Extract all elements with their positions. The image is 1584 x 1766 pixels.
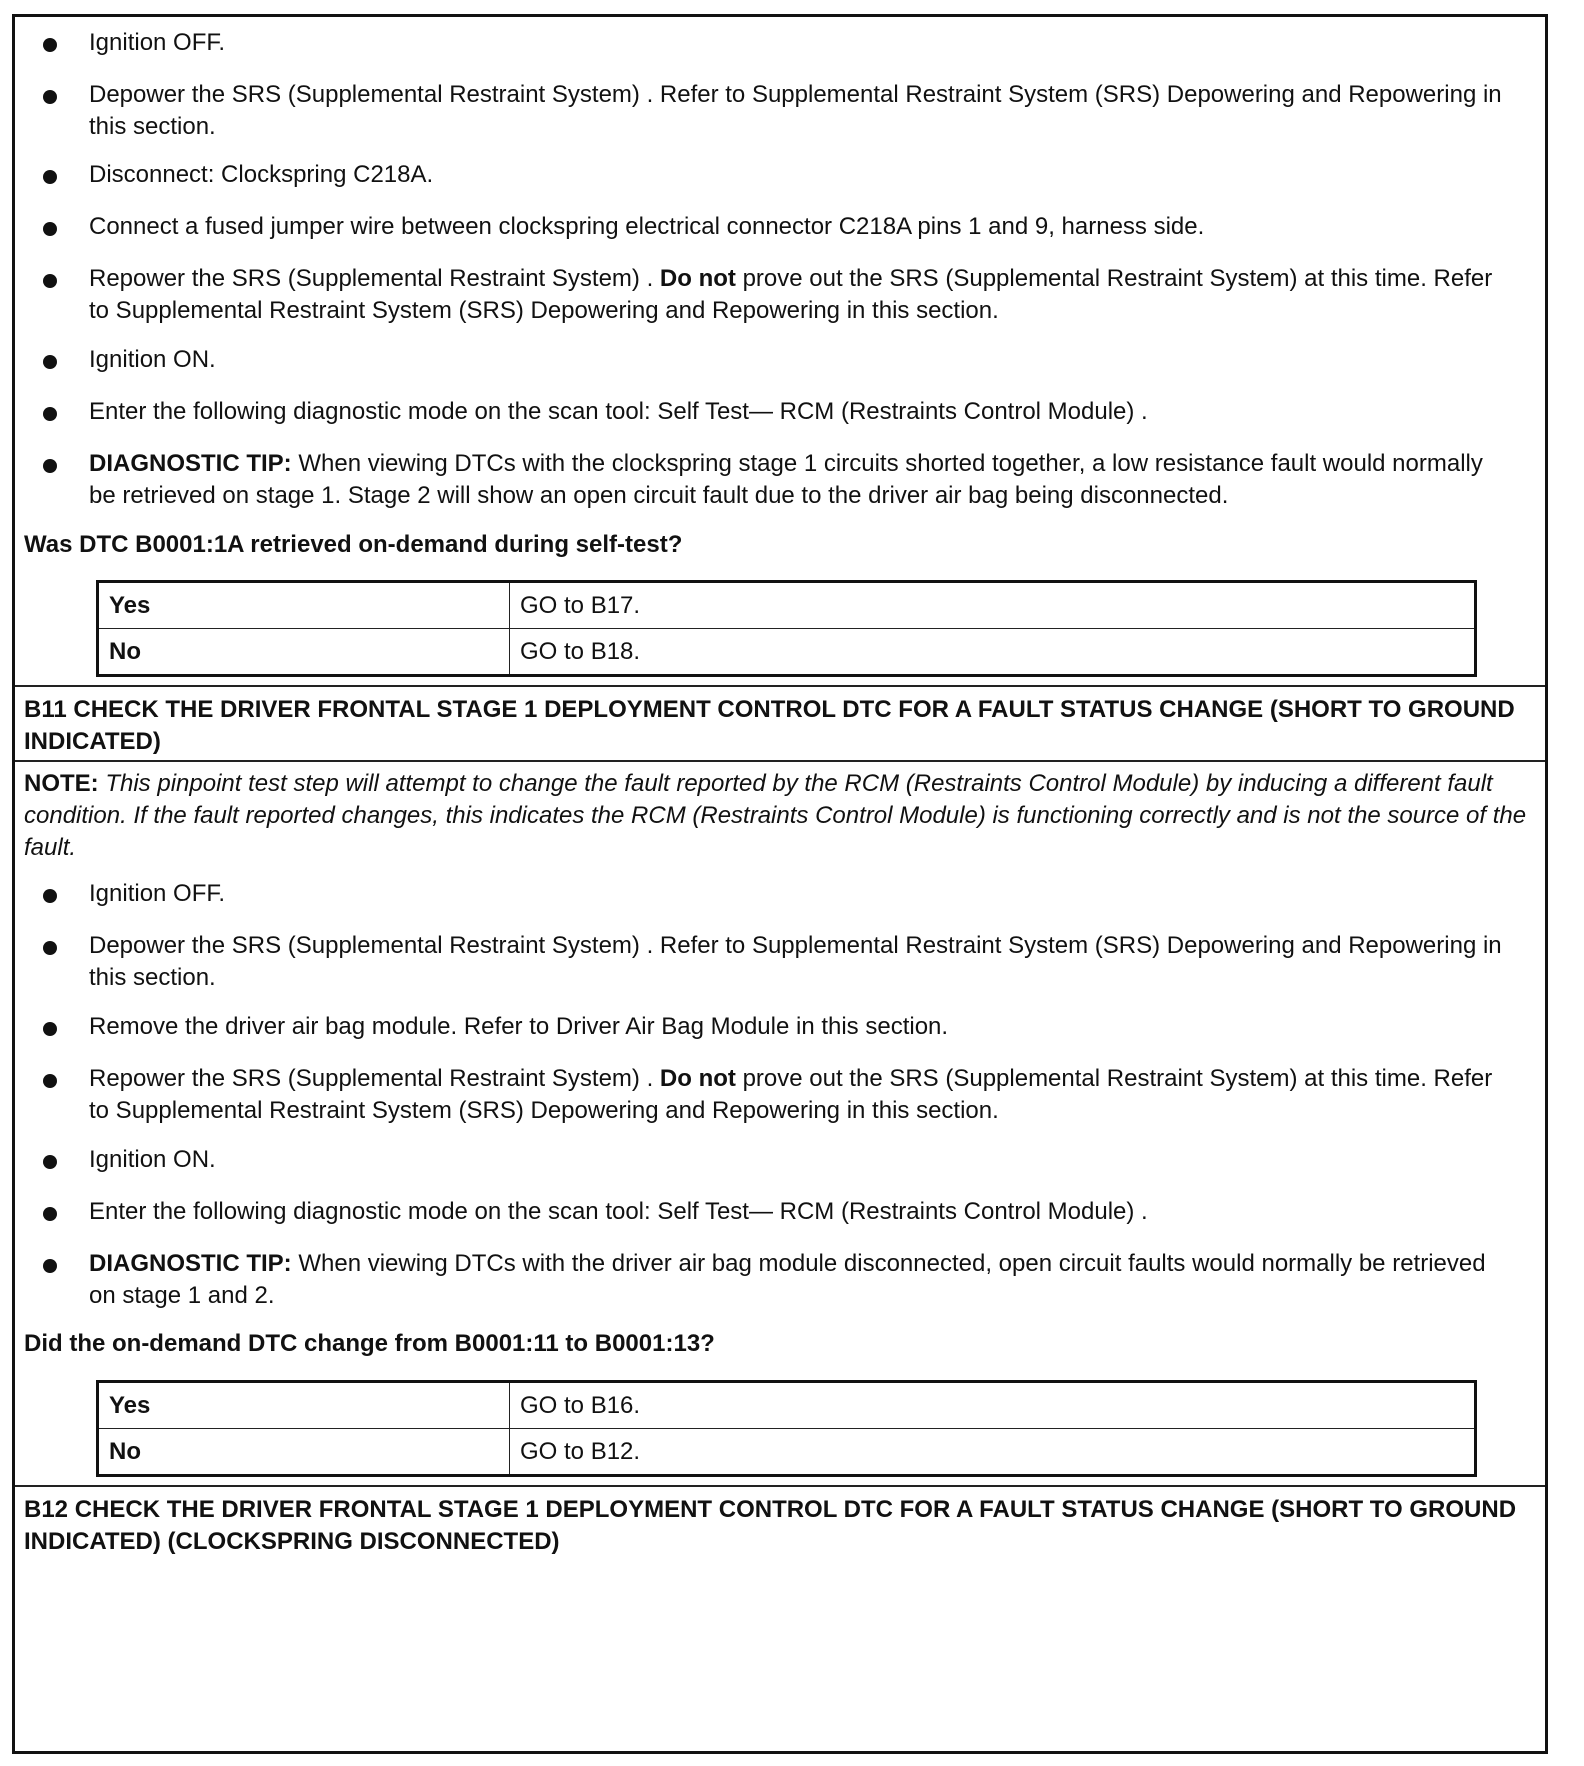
tip-label: DIAGNOSTIC TIP: [89,1250,292,1277]
answer-value: GO to B18. [510,629,1476,676]
bullet-icon [43,38,57,52]
list-item: Remove the driver air bag module. Refer to Driver Air Bag Module in this section. [43,1011,1515,1043]
list-item: Enter the following diagnostic mode on the scan tool: Self Test— RCM (Restraints Control Module) . [43,396,1515,428]
bullet-icon [43,407,57,421]
answer-key: No [98,629,510,676]
section-divider [15,685,1545,687]
list-item: Repower the SRS (Supplemental Restraint System) . Do not prove out the SRS (Supplemental Restraint System) at this time. Refer to Supplemental Restraint System (SRS) Depowering and Repowering in this section. [43,1063,1515,1127]
emphasis: Do not [659,1065,736,1092]
section-divider [15,1485,1545,1487]
bullet-icon [43,941,57,955]
bullet-icon [43,1259,57,1273]
answer-value: GO to B16. [510,1382,1476,1429]
bullet-icon [43,170,57,184]
answer-value: GO to B17. [510,582,1476,629]
list-item: Ignition OFF. [43,878,1515,910]
list-item: Disconnect: Clockspring C218A. [43,159,1515,191]
list-item: DIAGNOSTIC TIP: When viewing DTCs with the clockspring stage 1 circuits shorted together, a low resistance fault would normally be retrieved on stage 1. Stage 2 will show an open circuit fault due to the driver air bag being disconnected. [43,448,1515,512]
bullet-icon [43,222,57,236]
question: Was DTC B0001:1A retrieved on-demand during self-test? [24,531,683,558]
note: NOTE: This pinpoint test step will attempt to change the fault reported by the RCM (Restraints Control Module) by inducing a different fault condition. If the fault reported changes, this indicates the RCM (Restraints Control Module) is functioning correctly and is not the source of the fault. [24,770,1527,861]
table-row [98,629,1476,676]
list-item: Repower the SRS (Supplemental Restraint System) . Do not prove out the SRS (Supplemental Restraint System) at this time. Refer to Supplemental Restraint System (SRS) Depowering and Repowering in this section. [43,263,1515,327]
bullet-icon [43,355,57,369]
list-item: Ignition ON. [43,1144,1515,1176]
answer-key: Yes [98,582,510,629]
list-item: Ignition OFF. [43,27,1515,59]
step-heading: B11 CHECK THE DRIVER FRONTAL STAGE 1 DEPLOYMENT CONTROL DTC FOR A FAULT STATUS CHANGE (SHORT TO GROUND INDICATED) [24,696,1515,755]
bullet-icon [43,459,57,473]
answer-table [96,580,1477,677]
procedure-frame [12,14,1548,1754]
bullet-icon [43,889,57,903]
bullet-icon [43,274,57,288]
bullet-icon [43,1022,57,1036]
answer-key: Yes [98,1382,510,1429]
answer-table [96,1380,1477,1477]
answer-value: GO to B12. [510,1429,1476,1476]
bullet-icon [43,1074,57,1088]
question: Did the on-demand DTC change from B0001:11 to B0001:13? [24,1330,715,1357]
bullet-icon [43,90,57,104]
list-item: Depower the SRS (Supplemental Restraint System) . Refer to Supplemental Restraint System (SRS) Depowering and Repowering in this section. [43,79,1515,143]
table-row [98,1429,1476,1476]
answer-key: No [98,1429,510,1476]
emphasis: Do not [659,265,736,292]
list-item: DIAGNOSTIC TIP: When viewing DTCs with the driver air bag module disconnected, open circuit faults would normally be retrieved on stage 1 and 2. [43,1248,1515,1312]
table-row [98,582,1476,629]
list-item: Enter the following diagnostic mode on the scan tool: Self Test— RCM (Restraints Control Module) . [43,1196,1515,1228]
table-row [98,1382,1476,1429]
bullet-icon [43,1207,57,1221]
tip-label: DIAGNOSTIC TIP: [89,450,292,477]
step-heading: B12 CHECK THE DRIVER FRONTAL STAGE 1 DEPLOYMENT CONTROL DTC FOR A FAULT STATUS CHANGE (SHORT TO GROUND INDICATED) (CLOCKSPRING DISCONNECTED) [24,1496,1517,1555]
list-item: Ignition ON. [43,344,1515,376]
list-item: Depower the SRS (Supplemental Restraint System) . Refer to Supplemental Restraint System (SRS) Depowering and Repowering in this section. [43,930,1515,994]
bullet-icon [43,1155,57,1169]
list-item: Connect a fused jumper wire between clockspring electrical connector C218A pins 1 and 9, harness side. [43,211,1515,243]
note-label: NOTE: [24,770,99,797]
section-divider [15,760,1545,762]
